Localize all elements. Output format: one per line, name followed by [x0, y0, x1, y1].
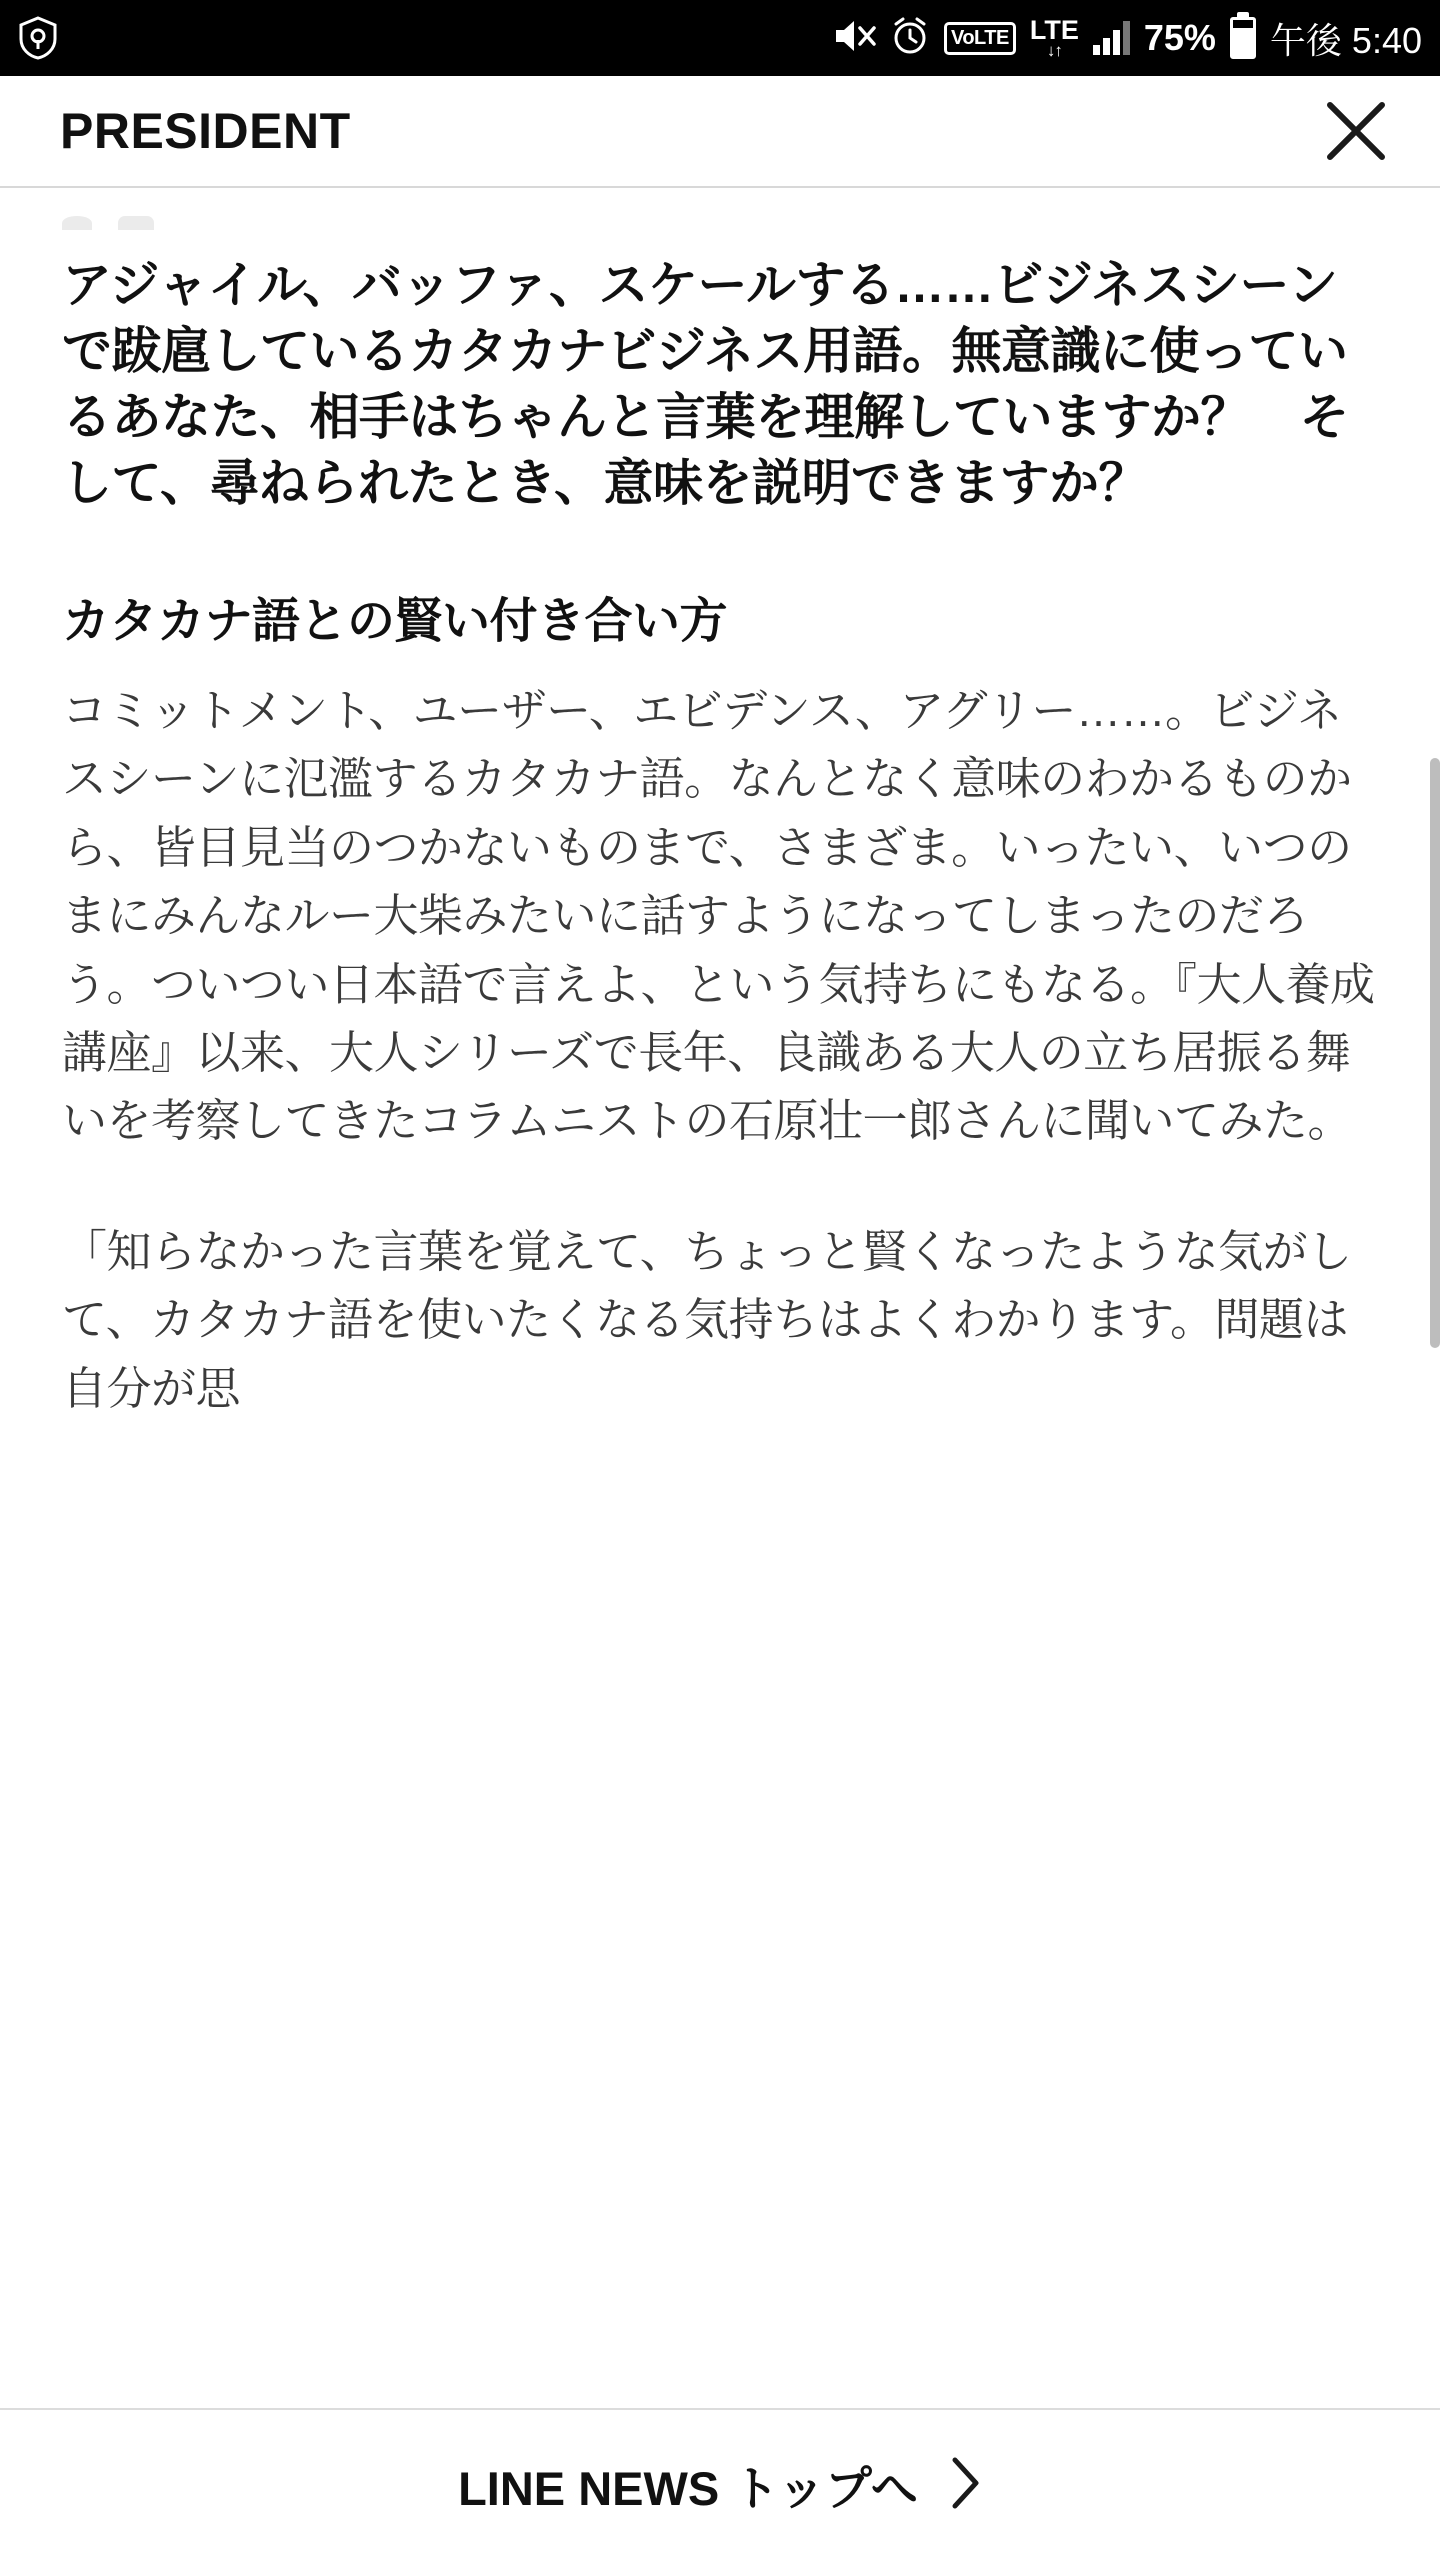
article-paragraph-1: コミットメント、ユーザー、エビデンス、アグリー……。ビジネスシーンに氾濫するカタカナ語。なんとなく意味のわかるものから、皆目見当のつかないものまで、さまざま。いったい、いつのまにみんなルー大柴みたいに話すようになってしまったのだろう。ついつい日本語で言えよ、という気持ちにもなる。『大人養成講座』以来、大人シリーズで長年、良識ある大人の立ち居振る舞いを考察してきたコラムニストの石原壮一郎さんに聞いてみた。: [62, 685, 1375, 1147]
line-news-top-button[interactable]: [0, 2408, 1440, 2560]
status-bar: [0, 0, 1440, 76]
close-button[interactable]: [1308, 83, 1404, 179]
chevron-right-icon: [948, 2455, 982, 2516]
article-paragraph-2: 「知らなかった言葉を覚えて、ちょっと賢くなったような気がして、カタカナ語を使いたくなる気持ちはよくわかります。問題は自分が思: [62, 1225, 1352, 1414]
battery-percent-label: 75%: [1143, 17, 1216, 58]
lte-icon: [1030, 17, 1079, 59]
clipped-top-row: [62, 188, 1378, 230]
article-content[interactable]: [0, 188, 1440, 2410]
status-bar-right: [832, 13, 1422, 64]
clipped-element-b: [118, 216, 154, 230]
signal-icon: [1093, 21, 1130, 55]
lte-data-arrows: ↓↑: [1046, 41, 1062, 60]
lte-label: LTE: [1029, 15, 1079, 45]
alarm-icon: [890, 16, 930, 61]
status-bar-clock: 午後 5:40: [1269, 19, 1422, 61]
shield-app-icon: [18, 16, 58, 60]
status-bar-left: [18, 16, 58, 60]
app-header: [0, 76, 1440, 188]
battery-icon: [1230, 17, 1256, 59]
article-lede: アジャイル、バッファ、スケールする……ビジネスシーンで跋扈しているカタカナビジネス用語。無意識に使っているあなた、相手はちゃんと言葉を理解していますか？ そして、尋ねられたとき、意味を説明できますか？: [62, 257, 1349, 511]
clipped-element-a: [62, 216, 92, 230]
vertical-scrollbar[interactable]: [1430, 758, 1440, 1348]
article-subheading: カタカナ語との賢い付き合い方: [62, 595, 728, 648]
close-icon: [1320, 95, 1392, 167]
line-news-top-label: LINE NEWS トップへ: [458, 2461, 918, 2515]
volte-icon: VoLTE: [944, 22, 1016, 55]
content-bottom-fade: [0, 2350, 1440, 2410]
page-title: PRESIDENT: [60, 103, 351, 159]
mute-icon: [832, 16, 876, 61]
